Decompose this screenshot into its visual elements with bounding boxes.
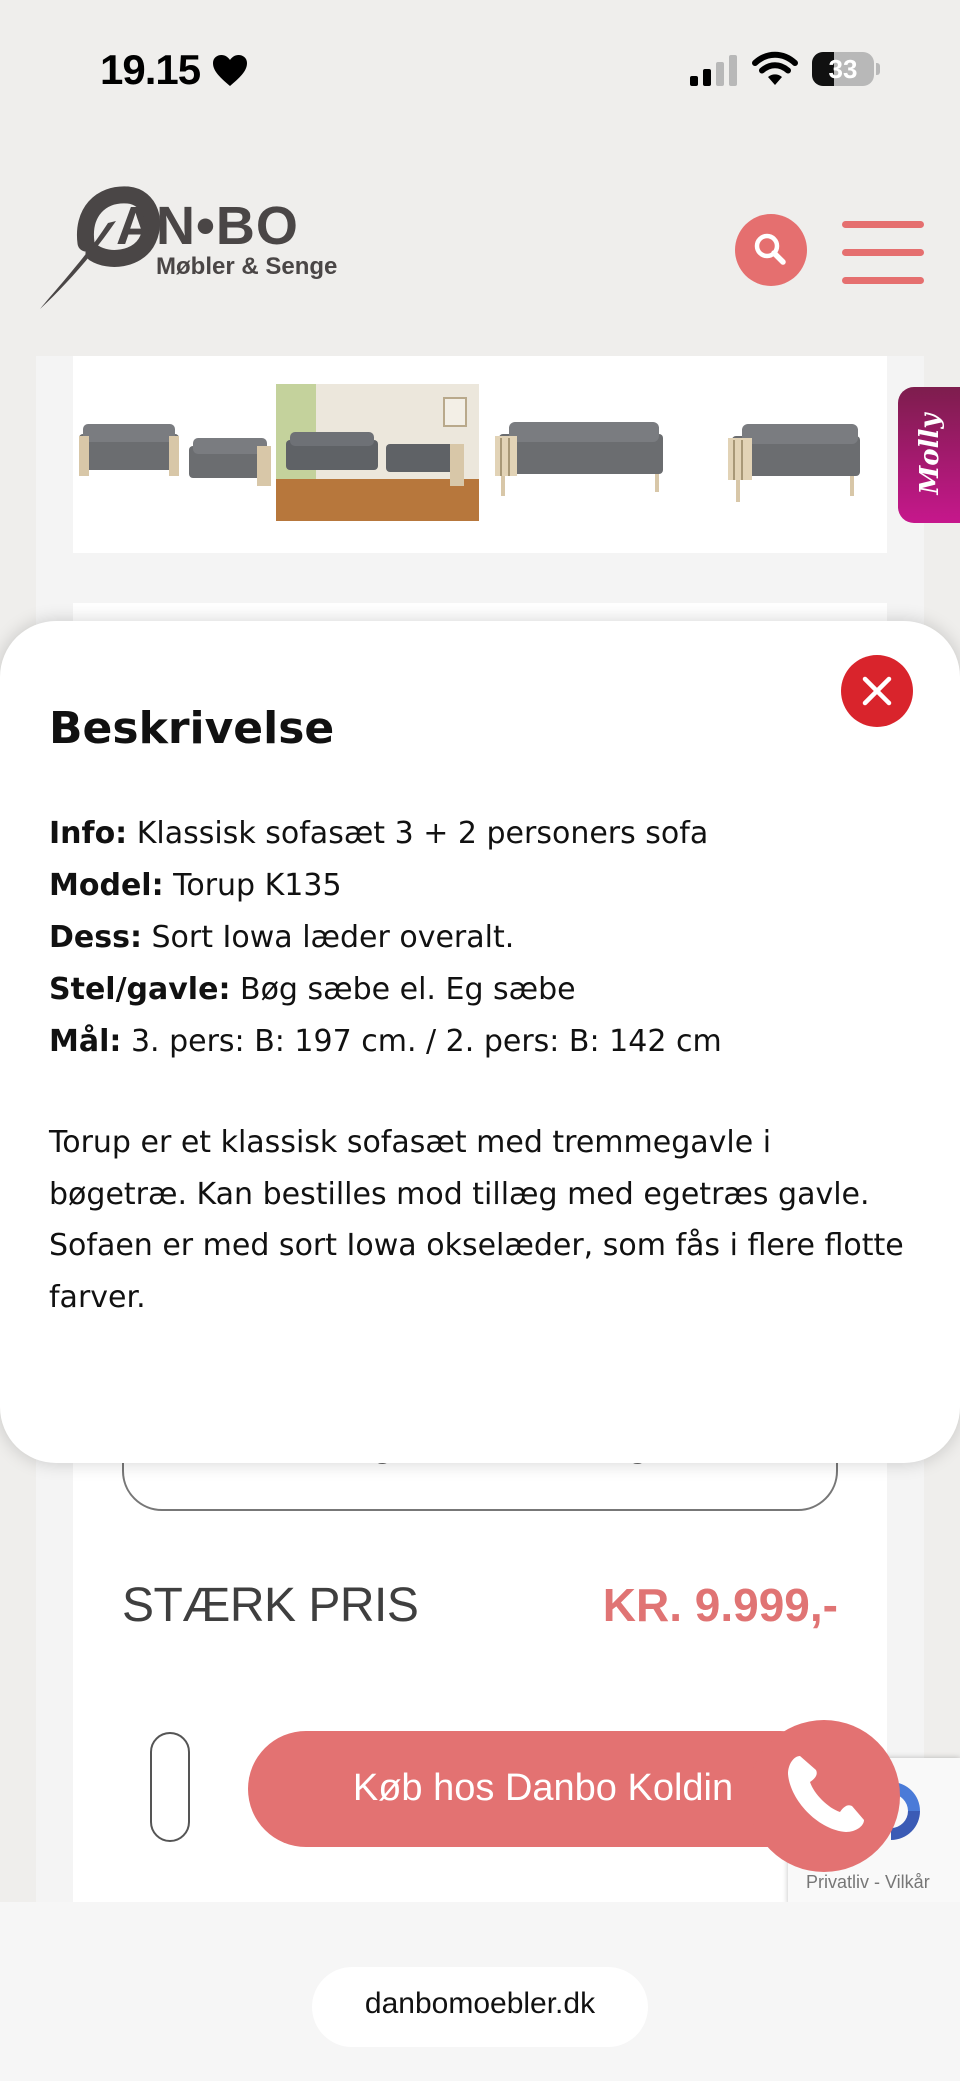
price-value: KR. 9.999,- [602,1579,838,1631]
spec-label: Mål: [49,1024,122,1059]
signal-icon [688,54,740,88]
sofa-3-seat-image [479,384,682,521]
spec-dimensions [49,1024,722,1059]
spec-model [49,868,342,903]
heart-icon [212,54,248,88]
battery-icon [812,50,880,88]
sofa-2-seat-image [682,384,885,521]
spec-label: Stel/gavle: [49,972,231,1007]
logo-wordmark: AN•BO [116,196,299,256]
spec-label: Info: [49,816,128,851]
spec-label: Model: [49,868,164,903]
price-label: STÆRK PRIS [122,1579,419,1632]
wifi-icon [752,50,798,88]
product-description: Torup er et klassisk sofasæt med tremmegavle i bøgetræ. Kan bestilles mod tillæg med egetræs gavle. Sofaen er med sort Iowa okselæder, som fås i flere flotte farver. [49,1125,904,1315]
spec-value: 3. pers: B: 197 cm. / 2. pers: B: 142 cm [130,1024,722,1059]
menu-icon [842,221,924,228]
logo-tagline: Møbler & Senge [156,253,338,280]
site-logo[interactable] [38,183,348,313]
gallery-thumbnail[interactable] [479,384,682,521]
spec-value: Sort Iowa læder overalt. [151,920,515,955]
close-icon [841,655,913,727]
description-modal [0,621,960,1463]
call-button[interactable] [748,1720,900,1872]
spec-frame [49,972,576,1007]
modal-title: Beskrivelse [49,703,335,754]
close-button[interactable] [841,655,913,727]
search-icon [735,214,807,286]
sofa-room-image [276,384,479,521]
browser-bar [0,1902,960,2081]
menu-button[interactable] [842,221,924,283]
address-bar[interactable] [312,1967,648,2047]
gallery-thumbnail[interactable] [75,384,278,521]
spec-value: Bøg sæbe el. Eg sæbe [239,972,576,1007]
buy-button-label: Køb hos Danbo Koldin [352,1767,734,1809]
gallery-thumbnail-active[interactable] [276,384,479,521]
molly-chat-tab[interactable] [898,387,960,523]
search-button[interactable] [735,214,807,286]
gallery-thumbnail[interactable] [682,384,885,521]
spec-value: Klassisk sofasæt 3 + 2 personers sofa [136,816,709,851]
battery-level: 33 [828,54,858,84]
spec-value: Torup K135 [173,868,342,903]
url-text: danbomoebler.dk [364,1987,596,2020]
spec-label: Dess: [49,920,142,955]
sofa-set-image [75,384,278,521]
quantity-stepper[interactable] [150,1732,190,1842]
site-header [0,143,960,356]
image-gallery [73,356,887,553]
status-time: 19.15 [100,46,201,93]
status-bar [0,0,960,143]
spec-dess [49,920,514,955]
phone-icon [748,1720,900,1872]
recaptcha-terms: Privatliv - Vilkår [806,1872,930,1892]
spec-info [49,816,708,851]
molly-label: Molly [915,413,945,495]
